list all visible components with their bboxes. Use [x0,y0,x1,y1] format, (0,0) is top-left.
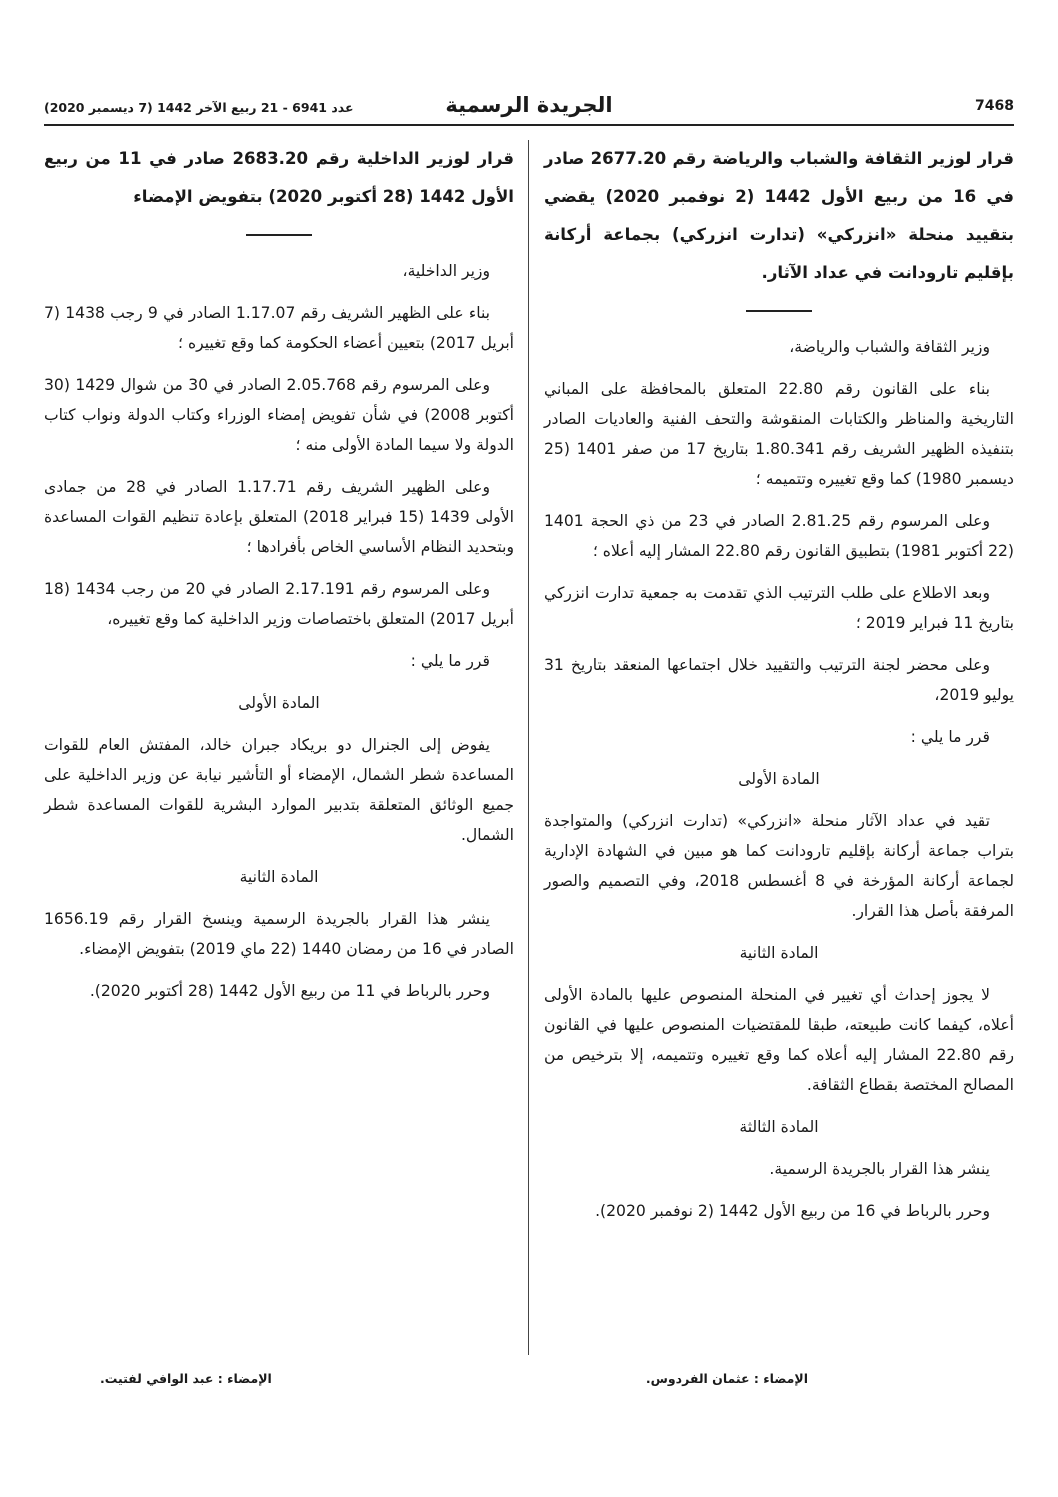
decision-title: قرار لوزير الثقافة والشباب والرياضة رقم 2677.20 صادر في 16 من ربيع الأول 1442 (2 نوفمبر 2020) يقضي بتقييد منحلة «انزركي» (تدارت انزركي) بجماعة أركانة بإقليم تارودانت في عداد الآثار. [544,149,1014,282]
article-text: ينشر هذا القرار بالجريدة الرسمية وينسخ القرار رقم 1656.19 الصادر في 16 من رمضان 1440 (22 ماي 2019) بتفويض الإمضاء. [44,910,514,958]
page-header [44,93,1014,126]
article-title: المادة الثانية [739,944,819,962]
paragraph: وعلى الظهير الشريف رقم 1.17.71 الصادر في 28 من جمادى الأولى 1439 (15 فبراير 2018) المتعلق بإعادة تنظيم القوات المساعدة وبتحديد النظام الأساسي الخاص بأفرادها ؛ [44,478,514,556]
decided-line: قرر ما يلي : [910,728,990,746]
article-title: المادة الأولى [738,770,820,788]
signature-interior: الإمضاء : عبد الوافي لفتيت. [100,1371,272,1386]
article-text: تقيد في عداد الآثار منحلة «انزركي» (تدارت انزركي) والمتواجدة بتراب جماعة أركانة بإقليم تارودانت كما هو مبين في الشهادة الإدارية لجماعة أركانة المؤرخة في 8 أغسطس 2018، وفي التصميم والصور المرفقة بأصل هذا القرار. [544,812,1014,920]
article-title: المادة الثالثة [739,1118,819,1136]
closing-line: وحرر بالرباط في 11 من ربيع الأول 1442 (28 أكتوبر 2020). [89,982,490,1000]
paragraph: بناء على الظهير الشريف رقم 1.17.07 الصادر في 9 رجب 1438 (7 أبريل 2017) بتعيين أعضاء الحكومة كما وقع تغييره ؛ [44,304,514,352]
decision-title: قرار لوزير الداخلية رقم 2683.20 صادر في 11 من ربيع الأول 1442 (28 أكتوبر 2020) بتفويض الإمضاء [44,149,515,206]
decided-line: قرر ما يلي : [410,652,490,670]
decision-interior [44,140,514,1018]
column-divider [528,140,529,1355]
signature-culture: الإمضاء : عثمان الفردوس. [645,1371,808,1386]
minister-line: وزير الثقافة والشباب والرياضة، [789,338,990,356]
issue-info: عدد 6941 - 21 ربيع الآخر 1442 (7 ديسمبر 2020) [44,100,354,115]
page-number: 7468 [975,98,1014,114]
article-text: يفوض إلى الجنرال دو بريكاد جبران خالد، المفتش العام للقوات المساعدة شطر الشمال، الإمضاء أو التأشير نيابة عن وزير الداخلية على جميع الوثائق المتعلقة بتدبير الموارد البشرية للقوات المساعدة شطر الشمال. [44,736,514,844]
minister-line: وزير الداخلية، [402,262,490,280]
article-text: ينشر هذا القرار بالجريدة الرسمية. [769,1160,990,1178]
title-rule [246,234,312,236]
paragraph: وعلى المرسوم رقم 2.81.25 الصادر في 23 من ذي الحجة 1401 (22 أكتوبر 1981) بتطبيق القانون رقم 22.80 المشار إليه أعلاه ؛ [544,512,1014,560]
article-title: المادة الأولى [238,694,320,712]
article-text: لا يجوز إحداث أي تغيير في المنحلة المنصوص عليها بالمادة الأولى أعلاه، كيفما كانت طبيعته، طبقا للمقتضيات المنصوص عليها في القانون رقم 22.80 المشار إليه أعلاه كما وقع تغييره وتتميمه، إلا بترخيص من المصالح المختصة بقطاع الثقافة. [544,986,1014,1094]
decision-culture [544,140,1014,1238]
paragraph: بناء على القانون رقم 22.80 المتعلق بالمحافظة على المباني التاريخية والمناظر والكتابات المنقوشة والتحف الفنية والعاديات الصادر بتنفيذه الظهير الشريف رقم 1.80.341 بتاريخ 17 من صفر 1401 (25 ديسمبر 1980) كما وقع تغييره وتتميمه ؛ [544,380,1015,488]
paragraph: وعلى المرسوم رقم 2.05.768 الصادر في 30 من شوال 1429 (30 أكتوبر 2008) في شأن تفويض إمضاء الوزراء وكتاب الدولة ونواب كتاب الدولة ولا سيما المادة الأولى منه ؛ [44,376,514,454]
paragraph: وعلى المرسوم رقم 2.17.191 الصادر في 20 من رجب 1434 (18 أبريل 2017) المتعلق باختصاصات وزير الداخلية كما وقع تغييره، [44,580,514,628]
journal-title: الجريدة الرسمية [445,93,613,117]
article-title: المادة الثانية [239,868,319,886]
closing-line: وحرر بالرباط في 16 من ربيع الأول 1442 (2 نوفمبر 2020). [595,1202,990,1220]
paragraph: وبعد الاطلاع على طلب الترتيب الذي تقدمت به جمعية تدارت انزركي بتاريخ 11 فبراير 2019 ؛ [544,584,1014,632]
paragraph: وعلى محضر لجنة الترتيب والتقييد خلال اجتماعها المنعقد بتاريخ 31 يوليو 2019، [544,656,1014,704]
title-rule [746,310,812,312]
